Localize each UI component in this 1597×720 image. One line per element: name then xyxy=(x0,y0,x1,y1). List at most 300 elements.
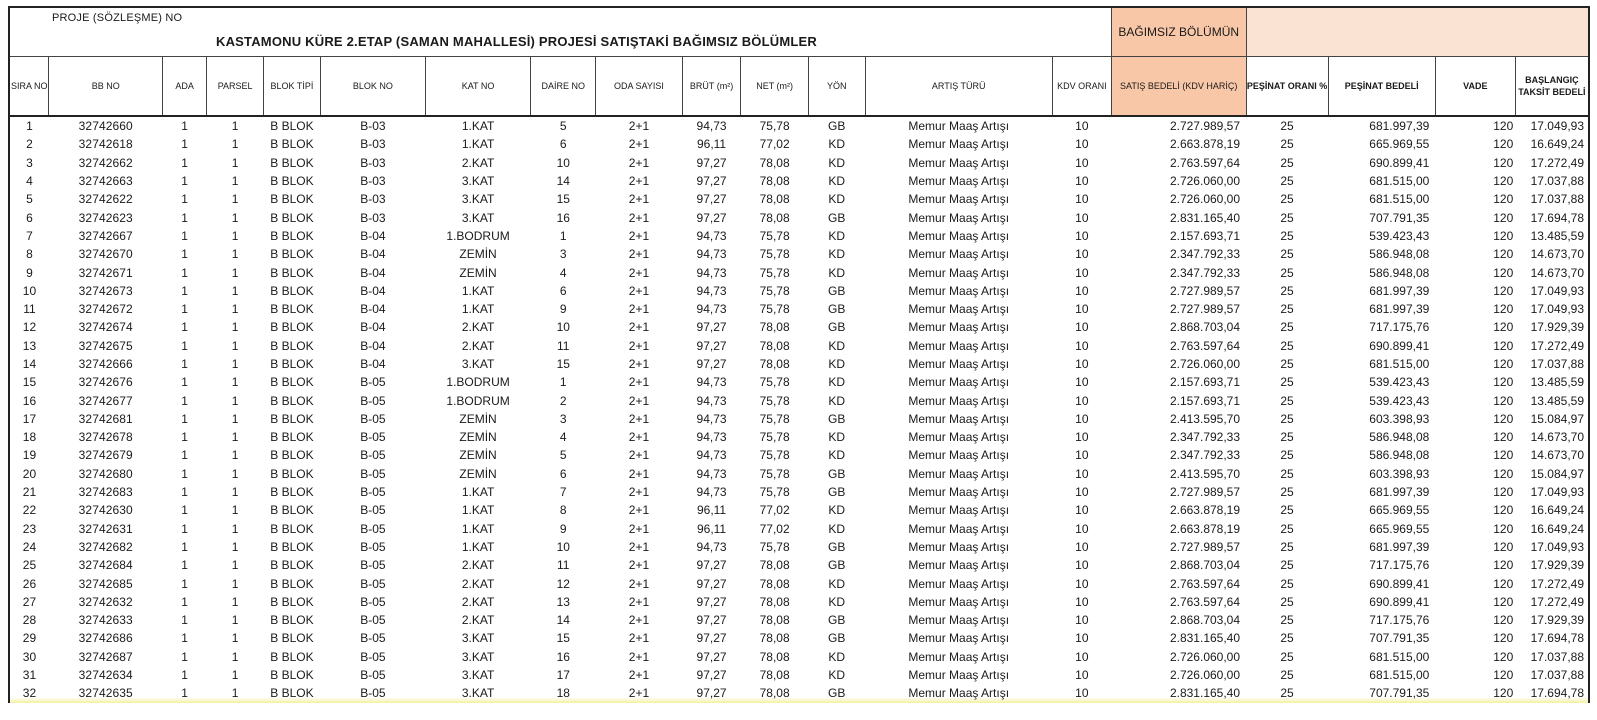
cell-bb-no: 32742660 xyxy=(78,119,133,134)
cell-satis-bedeli: 2.663.878,19 xyxy=(1169,137,1241,152)
cell-blok-tipi: B BLOK xyxy=(270,393,314,408)
cell-sira-no: 14 xyxy=(9,355,49,373)
cell-kdv-orani: 10 xyxy=(1075,119,1089,134)
cell-parsel: 1 xyxy=(231,265,239,280)
cell-parsel: 1 xyxy=(231,411,239,426)
cell-kat-no: 1.KAT xyxy=(461,539,495,554)
cell-parsel: 1 xyxy=(231,393,239,408)
cell-daire-no: 15 xyxy=(556,357,570,371)
cell-parsel: 1 xyxy=(231,576,239,591)
cell-yon: GB xyxy=(828,613,846,628)
cell-artis-turu: Memur Maaş Artışı xyxy=(908,210,1010,225)
cell-satis-bedeli: 2.831.165,40 xyxy=(1169,631,1241,646)
cell-parsel: 1 xyxy=(231,448,239,463)
cell-net: 75,78 xyxy=(759,539,790,554)
cell-baslangic-taksit: 17.049,93 xyxy=(1515,538,1589,556)
cell-net: 78,08 xyxy=(759,594,790,609)
cell-pesinat-bedeli: 603.398,93 xyxy=(1369,411,1430,426)
cell-vade: 120 xyxy=(1493,192,1514,207)
cell-blok-tipi: B BLOK xyxy=(270,375,314,390)
cell-yon: GB xyxy=(828,302,846,317)
cell-yon: KD xyxy=(828,247,846,262)
cell-pesinat-bedeli: 539.423,43 xyxy=(1369,393,1430,408)
column-header-ada: ADA xyxy=(163,57,207,117)
cell-bb-no: 32742635 xyxy=(49,684,163,702)
cell-baslangic-taksit: 16.649,24 xyxy=(1515,520,1589,538)
cell-vade: 120 xyxy=(1493,283,1514,298)
cell-blok-no: B-05 xyxy=(360,594,386,609)
cell-daire-no: 3 xyxy=(559,411,567,426)
cell-blok-no: B-05 xyxy=(360,521,386,536)
cell-kat-no: 1.BODRUM xyxy=(446,228,510,243)
cell-net: 78,08 xyxy=(741,684,808,702)
cell-bb-no: 32742675 xyxy=(78,338,133,353)
cell-blok-tipi: B BLOK xyxy=(270,228,314,243)
table-row xyxy=(9,300,1589,318)
cell-yon: KD xyxy=(828,668,846,683)
cell-yon: GB xyxy=(828,210,846,225)
cell-daire-no: 6 xyxy=(559,137,567,152)
cell-oda-sayisi: 2+1 xyxy=(628,576,650,591)
cell-ada: 1 xyxy=(181,210,188,225)
cell-blok-tipi: B BLOK xyxy=(270,137,314,152)
cell-net: 75,78 xyxy=(759,119,790,134)
cell-baslangic-taksit: 17.037,88 xyxy=(1515,190,1589,208)
cell-bb-no: 32742687 xyxy=(78,649,133,664)
cell-blok-no: B-05 xyxy=(360,576,386,591)
cell-yon: KD xyxy=(828,174,846,189)
cell-satis-bedeli: 2.763.597,64 xyxy=(1169,594,1241,609)
cell-yon: GB xyxy=(828,558,846,573)
cell-daire-no: 8 xyxy=(559,503,567,518)
cell-artis-turu: Memur Maaş Artışı xyxy=(908,375,1010,390)
cell-blok-no: B-05 xyxy=(360,411,386,426)
cell-bb-no: 32742666 xyxy=(78,357,133,371)
cell-oda-sayisi: 2+1 xyxy=(628,119,650,134)
cell-kdv-orani: 10 xyxy=(1075,466,1089,481)
table-row xyxy=(9,446,1589,464)
cell-bb-no: 32742622 xyxy=(78,192,133,207)
cell-satis-bedeli: 2.727.989,57 xyxy=(1169,539,1241,554)
cell-satis-bedeli: 2.868.703,04 xyxy=(1169,558,1241,573)
cell-artis-turu: Memur Maaş Artışı xyxy=(908,631,1010,646)
cell-ada: 1 xyxy=(181,155,188,170)
cell-oda-sayisi: 2+1 xyxy=(628,448,650,463)
cell-bb-no: 32742684 xyxy=(78,558,133,573)
cell-brut: 97,27 xyxy=(696,155,727,170)
cell-blok-no: B-05 xyxy=(360,466,386,481)
cell-baslangic-taksit: 17.049,93 xyxy=(1515,282,1589,300)
cell-net: 75,78 xyxy=(759,375,790,390)
cell-blok-no: B-04 xyxy=(360,338,386,353)
table-row xyxy=(9,373,1589,391)
cell-daire-no: 15 xyxy=(556,192,570,207)
cell-artis-turu: Memur Maaş Artışı xyxy=(908,558,1010,573)
cell-parsel: 1 xyxy=(231,357,239,371)
cell-pesinat-bedeli: 690.899,41 xyxy=(1369,155,1430,170)
cell-blok-no: B-05 xyxy=(360,613,386,628)
cell-artis-turu: Memur Maaş Artışı xyxy=(908,228,1010,243)
cell-blok-no: B-05 xyxy=(360,393,386,408)
cell-ada: 1 xyxy=(181,302,188,317)
table-row xyxy=(9,574,1589,592)
cell-yon: KD xyxy=(828,649,846,664)
cell-parsel: 1 xyxy=(231,503,239,518)
cell-bb-no: 32742667 xyxy=(78,228,133,243)
cell-sira-no: 5 xyxy=(9,190,49,208)
cell-blok-tipi: B BLOK xyxy=(270,174,314,189)
cell-kat-no: 3.KAT xyxy=(461,668,495,683)
cell-blok-no: B-05 xyxy=(360,430,386,445)
cell-kdv-orani: 10 xyxy=(1075,192,1089,207)
cell-bb-no: 32742618 xyxy=(78,137,133,152)
cell-sira-no: 20 xyxy=(9,465,49,483)
cell-pesinat-bedeli: 603.398,93 xyxy=(1369,466,1430,481)
column-header-blok-tipi: BLOK TİPİ xyxy=(264,57,321,117)
cell-vade: 120 xyxy=(1493,485,1514,500)
table-row xyxy=(9,629,1589,647)
table-row xyxy=(9,135,1589,153)
cell-vade: 120 xyxy=(1493,375,1514,390)
cell-blok-tipi: B BLOK xyxy=(270,485,314,500)
cell-blok-no: B-04 xyxy=(360,320,386,335)
cell-pesinat-orani: 25 xyxy=(1280,375,1294,390)
column-header-satis-bedeli: SATIŞ BEDELİ (KDV HARİÇ) xyxy=(1111,57,1246,117)
cell-kdv-orani: 10 xyxy=(1075,448,1089,463)
cell-sira-no: 23 xyxy=(9,520,49,538)
cell-sira-no: 1 xyxy=(9,116,49,135)
cell-pesinat-bedeli: 681.997,39 xyxy=(1369,302,1430,317)
column-header-bb-no: BB NO xyxy=(49,57,163,117)
cell-parsel: 1 xyxy=(231,466,239,481)
cell-kdv-orani: 10 xyxy=(1075,668,1089,683)
cell-pesinat-orani: 25 xyxy=(1280,320,1294,335)
cell-satis-bedeli: 2.413.595,70 xyxy=(1169,411,1241,426)
cell-bb-no: 32742686 xyxy=(78,631,133,646)
cell-pesinat-orani: 25 xyxy=(1280,613,1294,628)
cell-pesinat-orani: 25 xyxy=(1280,539,1294,554)
cell-bb-no: 32742633 xyxy=(78,613,133,628)
cell-brut: 97,27 xyxy=(696,338,727,353)
cell-parsel: 1 xyxy=(231,594,239,609)
cell-yon: KD xyxy=(828,228,846,243)
cell-bb-no: 32742631 xyxy=(78,521,133,536)
cell-daire-no: 11 xyxy=(557,338,570,353)
cell-blok-tipi: B BLOK xyxy=(270,357,314,371)
cell-vade: 120 xyxy=(1493,448,1514,463)
cell-baslangic-taksit: 17.037,88 xyxy=(1515,172,1589,190)
cell-ada: 1 xyxy=(181,375,188,390)
table-row xyxy=(9,501,1589,519)
cell-bb-no: 32742662 xyxy=(78,155,133,170)
cell-kat-no: 1.KAT xyxy=(461,137,495,152)
cell-blok-tipi: B BLOK xyxy=(270,283,314,298)
cell-sira-no: 31 xyxy=(9,666,49,684)
cell-yon: KD xyxy=(828,375,846,390)
cell-artis-turu: Memur Maaş Artışı xyxy=(908,576,1010,591)
table-row xyxy=(9,556,1589,574)
cell-daire-no: 14 xyxy=(556,613,570,628)
cell-pesinat-bedeli: 707.791,35 xyxy=(1369,631,1430,646)
cell-oda-sayisi: 2+1 xyxy=(628,613,650,628)
cell-yon: KD xyxy=(828,430,846,445)
cell-pesinat-orani: 25 xyxy=(1280,210,1294,225)
cell-satis-bedeli: 2.727.989,57 xyxy=(1169,302,1241,317)
table-row xyxy=(9,593,1589,611)
cell-pesinat-bedeli: 707.791,35 xyxy=(1328,684,1435,702)
cell-pesinat-bedeli: 665.969,55 xyxy=(1369,137,1430,152)
cell-brut: 94,73 xyxy=(696,302,727,317)
cell-oda-sayisi: 2+1 xyxy=(628,393,650,408)
cell-daire-no: 4 xyxy=(559,265,567,280)
cell-net: 75,78 xyxy=(759,466,790,481)
cell-baslangic-taksit: 13.485,59 xyxy=(1515,391,1589,409)
cell-brut: 94,73 xyxy=(696,119,727,134)
cell-vade: 120 xyxy=(1493,357,1514,371)
cell-sira-no: 10 xyxy=(9,282,49,300)
cell-kdv-orani: 10 xyxy=(1075,137,1089,152)
cell-vade: 120 xyxy=(1493,210,1514,225)
cell-sira-no: 21 xyxy=(9,483,49,501)
cell-blok-tipi: B BLOK xyxy=(270,411,314,426)
cell-ada: 1 xyxy=(181,613,188,628)
cell-oda-sayisi: 2+1 xyxy=(628,631,650,646)
project-title: KASTAMONU KÜRE 2.ETAP (SAMAN MAHALLESİ) PROJESİ SATIŞTAKİ BAĞIMSIZ BÖLÜMLER xyxy=(216,34,817,49)
cell-artis-turu: Memur Maaş Artışı xyxy=(908,393,1010,408)
cell-sira-no: 19 xyxy=(9,446,49,464)
cell-pesinat-orani: 25 xyxy=(1280,228,1294,243)
cell-kdv-orani: 10 xyxy=(1075,320,1089,335)
column-header-blok-no: BLOK NO xyxy=(320,57,425,117)
cell-sira-no: 29 xyxy=(9,629,49,647)
units-sheet xyxy=(8,6,1590,703)
table-row xyxy=(9,538,1589,556)
cell-net: 78,08 xyxy=(759,192,790,207)
cell-parsel: 1 xyxy=(207,684,264,702)
cell-daire-no: 10 xyxy=(556,320,570,335)
cell-bb-no: 32742680 xyxy=(78,466,133,481)
column-header-net: NET (m²) xyxy=(741,57,808,117)
cell-bb-no: 32742679 xyxy=(78,448,133,463)
cell-parsel: 1 xyxy=(231,485,239,500)
table-row xyxy=(9,263,1589,281)
cell-artis-turu: Memur Maaş Artışı xyxy=(908,174,1010,189)
cell-baslangic-taksit: 17.694,78 xyxy=(1515,629,1589,647)
cell-pesinat-orani: 25 xyxy=(1280,558,1294,573)
cell-pesinat-orani: 25 xyxy=(1280,668,1294,683)
cell-pesinat-bedeli: 665.969,55 xyxy=(1369,503,1430,518)
cell-oda-sayisi: 2+1 xyxy=(628,137,650,152)
cell-vade: 120 xyxy=(1493,338,1514,353)
cell-vade: 120 xyxy=(1493,228,1514,243)
cell-baslangic-taksit: 17.049,93 xyxy=(1515,116,1589,135)
cell-blok-tipi: B BLOK xyxy=(270,119,314,134)
cell-bb-no: 32742674 xyxy=(78,320,133,335)
cell-brut: 94,73 xyxy=(696,247,727,262)
cell-yon: GB xyxy=(828,320,846,335)
cell-pesinat-bedeli: 690.899,41 xyxy=(1369,338,1430,353)
cell-satis-bedeli: 2.868.703,04 xyxy=(1169,320,1241,335)
cell-kat-no: ZEMİN xyxy=(459,430,497,445)
cell-pesinat-orani: 25 xyxy=(1280,155,1294,170)
cell-baslangic-taksit: 15.084,97 xyxy=(1515,410,1589,428)
cell-vade: 120 xyxy=(1493,668,1514,683)
cell-artis-turu: Memur Maaş Artışı xyxy=(908,448,1010,463)
cell-vade: 120 xyxy=(1493,265,1514,280)
cell-pesinat-bedeli: 539.423,43 xyxy=(1369,375,1430,390)
cell-satis-bedeli: 2.727.989,57 xyxy=(1169,485,1241,500)
cell-kdv-orani: 10 xyxy=(1075,174,1089,189)
cell-kdv-orani: 10 xyxy=(1075,539,1089,554)
units-table xyxy=(8,6,1590,703)
cell-blok-no: B-04 xyxy=(360,247,386,262)
cell-ada: 1 xyxy=(181,594,188,609)
cell-satis-bedeli: 2.347.792,33 xyxy=(1169,265,1241,280)
cell-vade: 120 xyxy=(1493,155,1514,170)
cell-brut: 97,27 xyxy=(696,210,727,225)
cell-ada: 1 xyxy=(181,338,188,353)
cell-kdv-orani: 10 xyxy=(1075,393,1089,408)
cell-pesinat-bedeli: 681.997,39 xyxy=(1369,119,1430,134)
table-row xyxy=(9,410,1589,428)
cell-baslangic-taksit: 17.037,88 xyxy=(1515,648,1589,666)
cell-pesinat-orani: 25 xyxy=(1280,576,1294,591)
cell-bb-no: 32742676 xyxy=(78,375,133,390)
cell-sira-no: 4 xyxy=(9,172,49,190)
cell-artis-turu: Memur Maaş Artışı xyxy=(908,649,1010,664)
cell-ada: 1 xyxy=(181,393,188,408)
cell-brut: 97,27 xyxy=(696,631,727,646)
column-header-brut: BRÜT (m²) xyxy=(682,57,741,117)
cell-brut: 94,73 xyxy=(696,283,727,298)
cell-pesinat-orani: 25 xyxy=(1280,466,1294,481)
cell-kat-no: 3.KAT xyxy=(461,631,495,646)
column-header-yon: YÖN xyxy=(808,57,865,117)
cell-sira-no: 7 xyxy=(9,227,49,245)
cell-brut: 94,73 xyxy=(696,448,727,463)
cell-net: 75,78 xyxy=(759,228,790,243)
cell-kdv-orani: 10 xyxy=(1075,631,1089,646)
cell-satis-bedeli: 2.726.060,00 xyxy=(1169,174,1241,189)
cell-bb-no: 32742685 xyxy=(78,576,133,591)
cell-artis-turu: Memur Maaş Artışı xyxy=(908,411,1010,426)
cell-daire-no: 16 xyxy=(556,649,570,664)
cell-kat-no: 2.KAT xyxy=(461,155,495,170)
cell-brut: 97,27 xyxy=(696,668,727,683)
cell-yon: GB xyxy=(828,485,846,500)
cell-net: 77,02 xyxy=(759,503,790,518)
cell-daire-no: 7 xyxy=(559,485,567,500)
column-header-pesinat-orani: PEŞİNAT ORANI % xyxy=(1246,57,1328,117)
cell-sira-no: 26 xyxy=(9,574,49,592)
cell-daire-no: 13 xyxy=(556,594,570,609)
cell-vade: 120 xyxy=(1493,411,1514,426)
cell-kdv-orani: 10 xyxy=(1075,594,1089,609)
cell-blok-no: B-04 xyxy=(360,283,386,298)
cell-oda-sayisi: 2+1 xyxy=(628,155,650,170)
cell-sira-no: 16 xyxy=(9,391,49,409)
cell-daire-no: 9 xyxy=(559,521,567,536)
cell-yon: GB xyxy=(828,539,846,554)
table-row xyxy=(9,172,1589,190)
cell-oda-sayisi: 2+1 xyxy=(628,558,650,573)
cell-yon: KD xyxy=(828,576,846,591)
cell-daire-no: 9 xyxy=(559,302,567,317)
cell-yon: KD xyxy=(828,393,846,408)
table-body xyxy=(9,116,1589,703)
cell-parsel: 1 xyxy=(231,228,239,243)
cell-artis-turu: Memur Maaş Artışı xyxy=(908,302,1010,317)
cell-blok-no: B-05 xyxy=(360,631,386,646)
cell-blok-no: B-05 xyxy=(360,558,386,573)
cell-satis-bedeli: 2.157.693,71 xyxy=(1169,375,1241,390)
cell-blok-tipi: B BLOK xyxy=(270,247,314,262)
cell-ada: 1 xyxy=(181,539,188,554)
cell-ada: 1 xyxy=(181,668,188,683)
cell-pesinat-orani: 25 xyxy=(1280,503,1294,518)
cell-oda-sayisi: 2+1 xyxy=(628,503,650,518)
cell-kat-no: 3.KAT xyxy=(461,174,495,189)
cell-baslangic-taksit: 17.272,49 xyxy=(1515,337,1589,355)
cell-net: 75,78 xyxy=(759,430,790,445)
cell-daire-no: 1 xyxy=(559,375,567,390)
cell-sira-no: 32 xyxy=(9,684,49,702)
cell-blok-tipi: B BLOK xyxy=(264,684,321,702)
cell-sira-no: 17 xyxy=(9,410,49,428)
cell-kat-no: 2.KAT xyxy=(461,613,495,628)
cell-blok-tipi: B BLOK xyxy=(270,192,314,207)
cell-ada: 1 xyxy=(181,228,188,243)
cell-net: 78,08 xyxy=(759,558,790,573)
cell-oda-sayisi: 2+1 xyxy=(628,375,650,390)
cell-yon: KD xyxy=(828,503,846,518)
cell-baslangic-taksit: 17.049,93 xyxy=(1515,483,1589,501)
cell-ada: 1 xyxy=(181,558,188,573)
cell-baslangic-taksit: 17.037,88 xyxy=(1515,355,1589,373)
cell-satis-bedeli: 2.727.989,57 xyxy=(1169,283,1241,298)
table-row xyxy=(9,154,1589,172)
cell-satis-bedeli: 2.663.878,19 xyxy=(1169,503,1241,518)
cell-artis-turu: Memur Maaş Artışı xyxy=(908,192,1010,207)
cell-sira-no: 9 xyxy=(9,263,49,281)
cell-oda-sayisi: 2+1 xyxy=(628,521,650,536)
cell-brut: 94,73 xyxy=(696,430,727,445)
cell-brut: 97,27 xyxy=(682,684,741,702)
cell-net: 78,08 xyxy=(759,631,790,646)
cell-sira-no: 11 xyxy=(9,300,49,318)
cell-pesinat-bedeli: 665.969,55 xyxy=(1369,521,1430,536)
cell-blok-tipi: B BLOK xyxy=(270,338,314,353)
cell-artis-turu: Memur Maaş Artışı xyxy=(908,247,1010,262)
cell-artis-turu: Memur Maaş Artışı xyxy=(908,283,1010,298)
cell-ada: 1 xyxy=(181,265,188,280)
cell-vade: 120 xyxy=(1493,137,1514,152)
cell-parsel: 1 xyxy=(231,283,239,298)
cell-artis-turu: Memur Maaş Artışı xyxy=(908,338,1010,353)
cell-daire-no: 10 xyxy=(556,539,570,554)
cell-sira-no: 25 xyxy=(9,556,49,574)
cell-net: 75,78 xyxy=(759,411,790,426)
table-row xyxy=(9,391,1589,409)
cell-blok-no: B-05 xyxy=(360,375,386,390)
cell-brut: 97,27 xyxy=(696,613,727,628)
table-row xyxy=(9,666,1589,684)
cell-oda-sayisi: 2+1 xyxy=(628,411,650,426)
cell-brut: 94,73 xyxy=(696,485,727,500)
cell-pesinat-bedeli: 690.899,41 xyxy=(1369,576,1430,591)
cell-blok-tipi: B BLOK xyxy=(270,466,314,481)
cell-kat-no: 1.KAT xyxy=(461,485,495,500)
